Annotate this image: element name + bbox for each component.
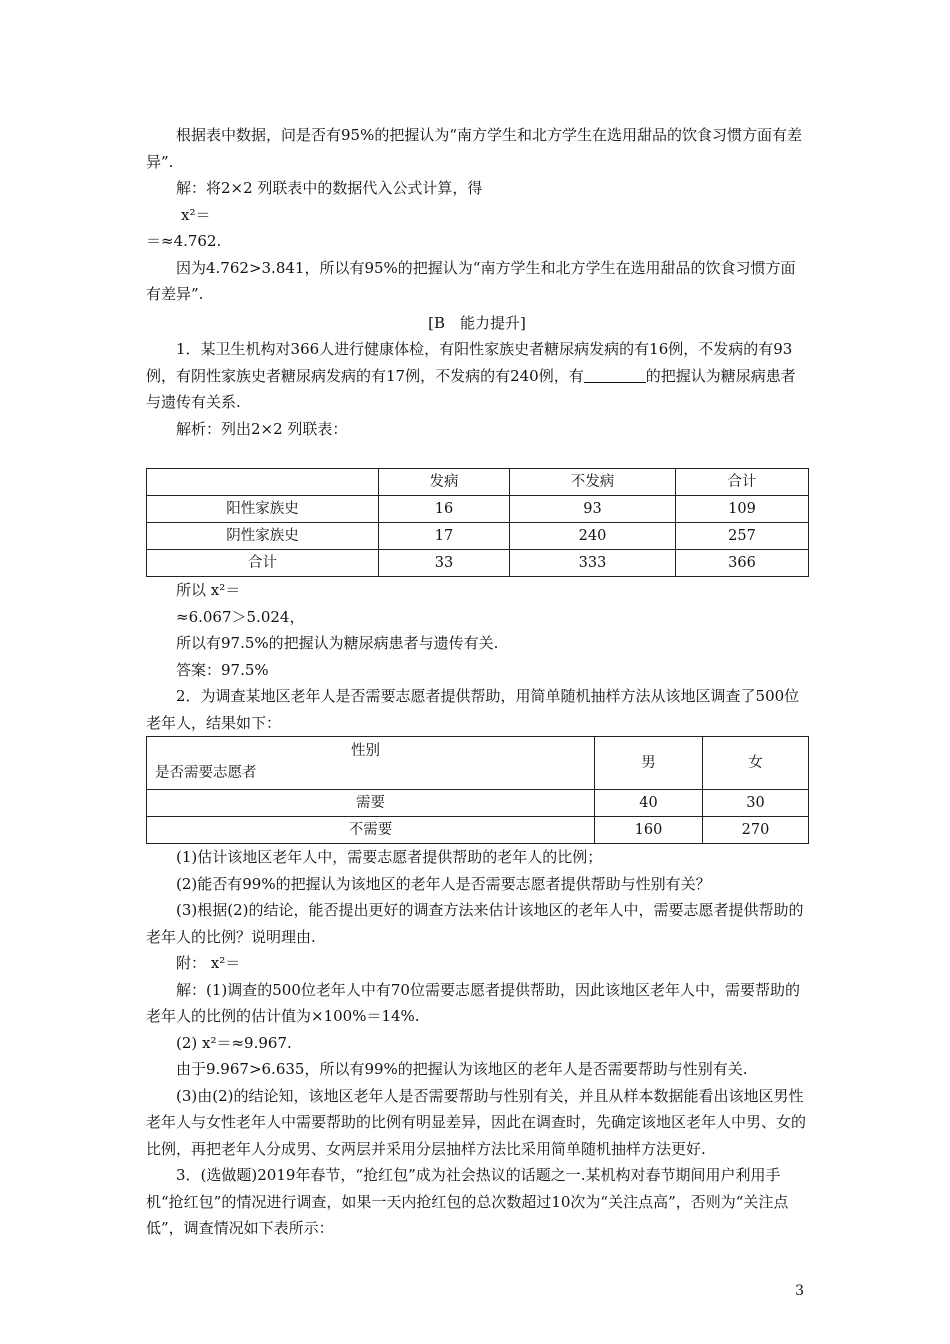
- table-cell: 阳性家族史: [147, 496, 379, 523]
- answer-text: 答案：97.5%: [176, 660, 269, 679]
- table-row: [147, 523, 809, 550]
- appendix-formula: 附： x²＝: [176, 954, 241, 972]
- table-row: [147, 496, 809, 523]
- table-cell: 270: [703, 817, 809, 844]
- table-cell: 不发病: [510, 469, 676, 496]
- table-cell: 17: [379, 523, 510, 550]
- table-cell: 合计: [147, 550, 379, 577]
- table-header-row: [147, 737, 809, 790]
- table-cell: 33: [379, 550, 510, 577]
- table-cell: 女: [703, 737, 809, 790]
- table-cell: [147, 469, 379, 496]
- table-cell: 240: [510, 523, 676, 550]
- table-cell: 109: [676, 496, 809, 523]
- conclusion-text: 因为4.762>3.841，所以有95%的把握认为“南方学生和北方学生在选用甜品的饮食习惯方面有差异”.: [146, 258, 796, 303]
- q1-after-blank: 的把握认为糖尿病患者与遗传有关系.: [146, 366, 796, 411]
- corner-bottom-label: 是否需要志愿者: [155, 765, 257, 781]
- table-cell: 257: [676, 523, 809, 550]
- page-number: 3: [795, 1283, 804, 1299]
- table-cell: 160: [595, 817, 703, 844]
- table-cell: 333: [510, 550, 676, 577]
- table-cell: 男: [595, 737, 703, 790]
- table-corner-cell: [147, 737, 595, 790]
- solution-text: (3)由(2)的结论知，该地区老年人是否需要帮助与性别有关，并且从样本数据能看出该地区男性老年人与女性老年人中需要帮助的比例有明显差异，因此在调查时，先确定该地区老年人中男、女的比例，再把老年人分成男、女两层并采用分层抽样方法比采用简单随机抽样方法更好.: [146, 1086, 807, 1158]
- q1-analysis: 解析：列出2×2 列联表：: [176, 419, 348, 438]
- formula-result: ＝≈4.762.: [146, 232, 222, 250]
- contingency-table-2: [146, 736, 809, 844]
- table-cell: 合计: [676, 469, 809, 496]
- solution-text: 解：将2×2 列联表中的数据代入公式计算，得: [176, 179, 483, 197]
- table-row: [147, 790, 809, 817]
- table-cell: 阴性家族史: [147, 523, 379, 550]
- q2-intro: 2．为调查某地区老年人是否需要志愿者提供帮助，用简单随机抽样方法从该地区调查了500位老年人，结果如下：: [146, 687, 800, 732]
- table-row: [147, 817, 809, 844]
- formula-line: 所以 x²＝: [176, 581, 241, 599]
- solution-text: (2) x²＝≈9.967.: [176, 1033, 292, 1052]
- solution-text: 由于9.967>6.635，所以有99%的把握认为该地区的老年人是否需要帮助与性别有关.: [176, 1060, 748, 1078]
- question-text: 根据表中数据，问是否有95%的把握认为“南方学生和北方学生在选用甜品的饮食习惯方面有差异”.: [146, 126, 803, 171]
- sub-question: (1)估计该地区老年人中，需要志愿者提供帮助的老年人的比例；: [176, 848, 603, 866]
- contingency-table-1: [146, 468, 809, 577]
- solution-text: 解：(1)调查的500位老年人中有70位需要志愿者提供帮助，因此该地区老年人中，需要帮助的老年人的比例的估计值为×100%＝14%.: [146, 980, 800, 1025]
- conclusion-text: 所以有97.5%的把握认为糖尿病患者与遗传有关.: [176, 634, 499, 652]
- section-title: [B 能力提升]: [428, 313, 526, 332]
- q3-text: 3．(选做题)2019年春节，“抢红包”成为社会热议的话题之一.某机构对春节期间用户利用手机“抢红包”的情况进行调查，如果一天内抢红包的总次数超过10次为“关注点高”，否则为“关注点低”，调查情况如下表所示：: [146, 1166, 789, 1237]
- table-cell: 不需要: [147, 817, 595, 844]
- sub-question: (2)能否有99%的把握认为该地区的老年人是否需要志愿者提供帮助与性别有关？: [176, 874, 711, 893]
- answer-blank: [584, 367, 646, 383]
- table-cell: 需要: [147, 790, 595, 817]
- corner-top-label: 性别: [351, 743, 380, 759]
- table-row: [147, 550, 809, 577]
- table-cell: 30: [703, 790, 809, 817]
- table-cell: 发病: [379, 469, 510, 496]
- table-cell: 40: [595, 790, 703, 817]
- page-content: [146, 122, 808, 1242]
- q1-before-blank: 1．某卫生机构对366人进行健康体检，有阳性家族史者糖尿病发病的有16例，不发病的有93例，有阴性家族史者糖尿病发病的有17例，不发病的有240例，有: [146, 340, 793, 385]
- formula-line: x²＝: [181, 205, 211, 224]
- table-header-row: [147, 469, 809, 496]
- table-cell: 93: [510, 496, 676, 523]
- q1-text: [146, 336, 808, 416]
- sub-question: (3)根据(2)的结论，能否提出更好的调查方法来估计该地区的老年人中，需要志愿者提供帮助的老年人的比例？说明理由.: [146, 901, 804, 946]
- table-cell: 16: [379, 496, 510, 523]
- table-cell: 366: [676, 550, 809, 577]
- formula-result: ≈6.067＞5.024，: [176, 607, 305, 626]
